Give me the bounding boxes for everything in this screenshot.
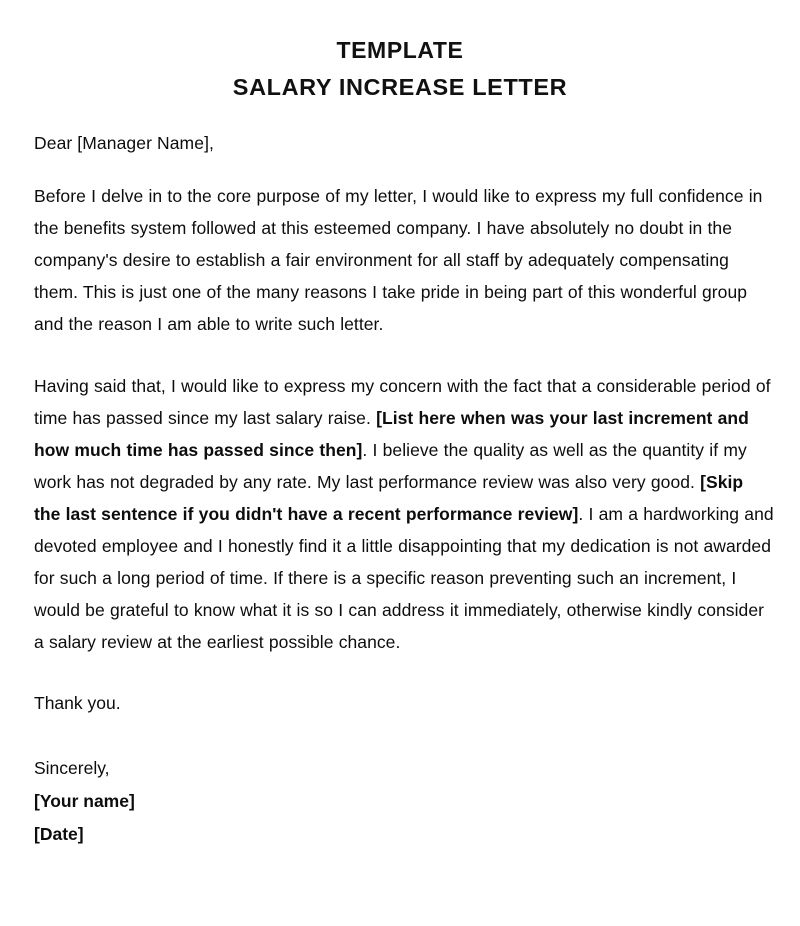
paragraph-two-segment-three: . I am a hardworking and devoted employee and I honestly find it a little disappointing that my dedication is not awarded for such a long period of time. If there is a specific reason preventing such an increment, I would be grateful to know what it is so I can address it immediately, otherwise kindly consider a salary review at the earliest possible chance. [34,504,774,652]
placeholder-last-increment: [List here when was your last increment and how much time has passed since then] [34,408,749,460]
title-line-salary-increase-letter: SALARY INCREASE LETTER [232,74,568,100]
placeholder-skip-last-sentence: [Skip the last sentence if you didn't have a recent performance review] [34,472,744,524]
document-title-block [0,32,800,106]
placeholder-date: [Date] [34,824,84,844]
salutation-line: Dear [Manager Name], [34,133,214,153]
placeholder-your-name: [Your name] [34,791,135,811]
sign-off-line: Sincerely, [34,758,110,778]
paragraph-two-segment-two: . I believe the quality as well as the quantity if my work has not degraded by any rate. My last performance review was also very good. [34,440,747,492]
closing-block [34,752,774,851]
thank-you-line: Thank you. [34,693,121,713]
paragraph-two-segment-one: Having said that, I would like to express my concern with the fact that a considerable period of time has passed since my last salary raise. [34,376,771,428]
paragraph-one: Before I delve in to the core purpose of my letter, I would like to express my full confidence in the benefits system followed at this esteemed company. I have absolutely no doubt in the company's desire to establish a fair environment for all staff by adequately compensating them. This is just one of the many reasons I take pride in being part of this wonderful group and the reason I am able to write such letter. [34,186,763,334]
title-line-template: TEMPLATE [336,37,464,63]
letter-body [34,128,774,851]
paragraph-two [34,370,774,658]
